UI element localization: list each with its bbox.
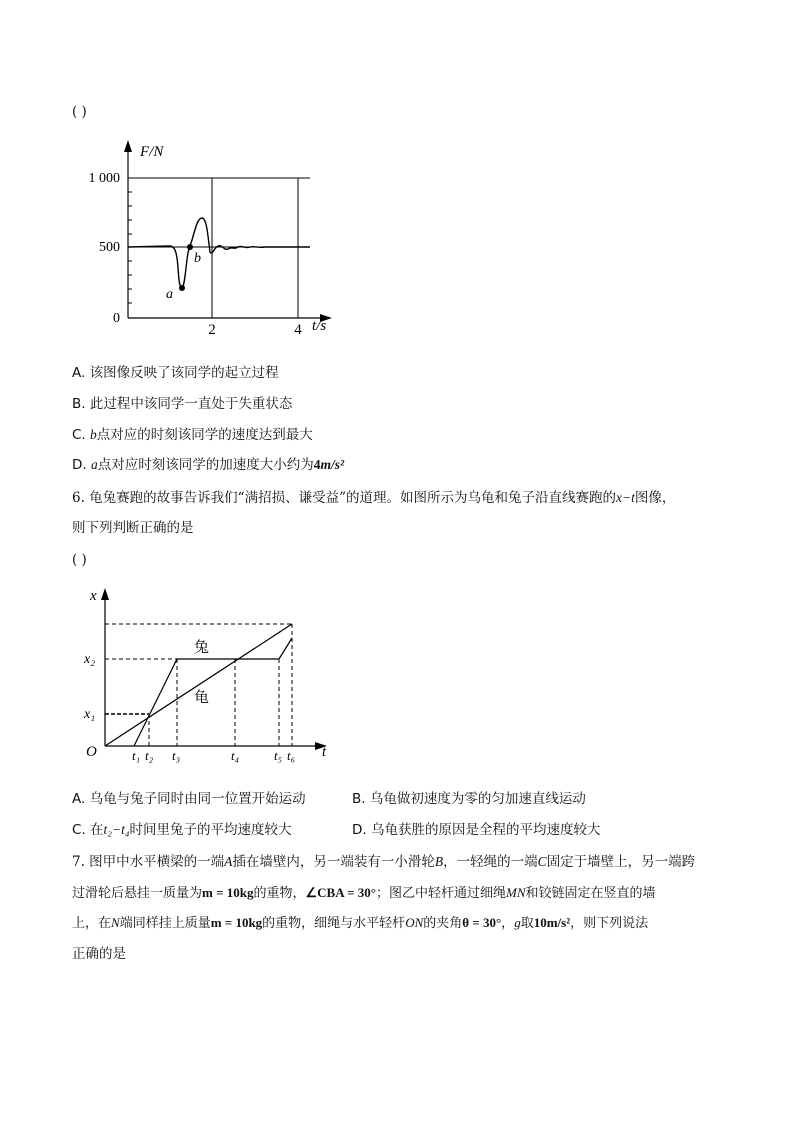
point-a: [179, 285, 185, 291]
y-tick-500: 500: [99, 240, 120, 255]
q7-l1-c: ，一轻绳的一端: [443, 854, 538, 870]
d-value: 4: [313, 457, 321, 472]
y-axis-arrow: [124, 140, 132, 152]
q7-var-g: g: [514, 915, 521, 930]
q6-option-b[interactable]: B. 乌龟做初速度为零的匀加速直线运动: [352, 791, 586, 807]
c-var: b: [90, 427, 97, 442]
q7-theta: θ = 30°: [462, 915, 502, 930]
label-a: a: [166, 287, 173, 302]
q7-var-MN: MN: [506, 885, 526, 900]
y-axis-arrow: [101, 588, 109, 600]
q7-var-B: B: [434, 854, 444, 869]
x-tick-t3: t₃: [172, 748, 181, 763]
q7-l3-a: 上，在: [72, 916, 112, 931]
x-axis-label: t: [322, 744, 327, 760]
q7-l3-h: ，则下列说法: [570, 916, 649, 931]
q7-l3-f: 取: [520, 916, 534, 931]
q6-stem-xt: x−t: [615, 490, 635, 505]
origin-label: O: [86, 744, 97, 760]
c-prefix: C.: [72, 427, 91, 443]
tortoise-label: 龟: [194, 690, 210, 706]
q7-line2: [72, 884, 656, 903]
q5-option-c[interactable]: [72, 426, 313, 444]
q7-l2-b: 的重物，: [253, 886, 306, 901]
q7-angle: ∠CBA = 30°: [305, 885, 376, 900]
q7-line4: 正确的是: [72, 946, 126, 962]
y-axis-label: x: [90, 588, 97, 604]
d-prefix: D.: [72, 457, 91, 473]
rabbit-path: [134, 638, 292, 746]
x-tick-t4: t₄: [231, 748, 240, 763]
q7-l1-a: 7. 图甲中水平横梁的一端: [72, 854, 225, 870]
y-tick-1000: 1 000: [88, 171, 120, 186]
q7-mass: m = 10kg: [202, 885, 254, 900]
q7-l2-a: 过滑轮后悬挂一质量为: [72, 886, 203, 901]
q5-force-time-graph: [80, 138, 340, 338]
q7-l2-d: 和铰链固定在竖直的墙: [525, 886, 656, 901]
q7-var-C: C: [537, 854, 547, 869]
q7-var-ON: ON: [405, 915, 424, 930]
q7-l2-c: ；图乙中轻杆通过细绳: [376, 886, 507, 901]
y-tick-x1: x₁: [84, 707, 96, 722]
q7-l3-e: ，: [501, 916, 515, 931]
x-tick-t6: t₆: [287, 748, 296, 763]
d-var: a: [90, 457, 98, 472]
q6-stem-line2: 则下列判断正确的是: [72, 520, 194, 536]
y-tick-0: 0: [113, 311, 120, 326]
q7-var-N: N: [111, 915, 120, 930]
force-curve: [128, 218, 310, 288]
q7-line1: [72, 853, 695, 871]
q6-option-d[interactable]: D. 乌龟获胜的原因是全程的平均速度较大: [352, 822, 601, 838]
q7-mass-2: m = 10kg: [210, 915, 263, 930]
q6-stem-a: 6. 龟兔赛跑的故事告诉我们“满招损、谦受益”的道理。如图所示为乌龟和兔子沿直线赛跑的: [72, 490, 616, 506]
q7-l1-b: 插在墙壁内，另一端装有一小滑轮: [232, 854, 435, 870]
label-b: b: [194, 251, 201, 266]
q7-l3-c: 的重物，细绳与水平轻杆: [262, 916, 406, 931]
c-text: 时间里兔子的平均速度较大: [129, 822, 292, 838]
y-tick-x2: x₂: [84, 652, 96, 667]
x-tick-t5: t₅: [274, 748, 283, 763]
x-tick-4: 4: [294, 322, 302, 338]
q7-l3-b: 端同样挂上质量: [119, 916, 211, 931]
x-axis-label: t/s: [312, 318, 327, 334]
q6-stem-b: 图像，: [634, 490, 676, 506]
y-axis-label: F/N: [140, 144, 164, 160]
c-var: t₂−t₄: [103, 822, 130, 837]
x-tick-2: 2: [208, 322, 216, 338]
q5-option-b[interactable]: B. 此过程中该同学一直处于失重状态: [72, 396, 293, 412]
q6-stem-line1: [72, 489, 675, 507]
c-text: 点对应的时刻该同学的速度达到最大: [96, 427, 313, 443]
point-b: [187, 244, 193, 250]
q5-option-d[interactable]: [72, 456, 344, 474]
q7-var-A: A: [224, 854, 233, 869]
q7-line3: [72, 914, 648, 933]
q6-answer-paren: ( ): [72, 552, 87, 568]
rabbit-label: 兔: [194, 640, 210, 656]
q7-g-value: 10m/s²: [533, 915, 571, 930]
x-tick-t2: t₂: [145, 748, 154, 763]
q7-l3-d: 的夹角: [423, 916, 463, 931]
d-unit: m/s²: [320, 457, 345, 472]
c-prefix: C. 在: [72, 822, 104, 838]
x-tick-t1: t₁: [132, 748, 141, 763]
q6-xt-graph: [82, 584, 342, 764]
q5-option-a[interactable]: A. 该图像反映了该同学的起立过程: [72, 365, 279, 381]
q7-l1-d: 固定于墙壁上，另一端跨: [546, 854, 696, 870]
q6-option-a[interactable]: A. 乌龟与兔子同时由同一位置开始运动: [72, 791, 306, 807]
q5-answer-paren: ( ): [72, 104, 87, 120]
d-text: 点对应时刻该同学的加速度大小约为: [97, 457, 314, 473]
q6-option-c[interactable]: [72, 821, 292, 839]
